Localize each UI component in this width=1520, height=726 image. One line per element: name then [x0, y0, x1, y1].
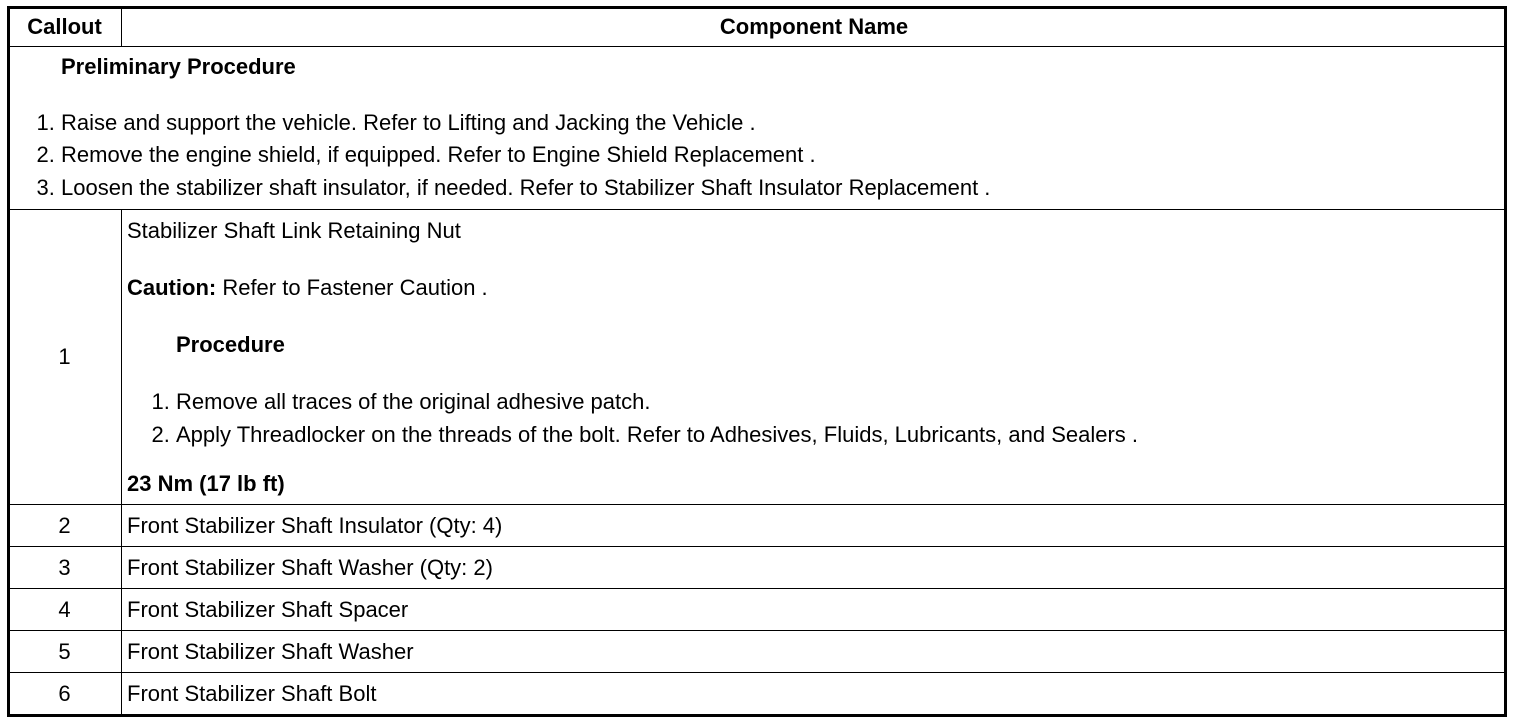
callout-header: Callout [8, 7, 122, 47]
component-name: Stabilizer Shaft Link Retaining Nut [127, 218, 461, 243]
caution-text: Refer to Fastener Caution . [216, 275, 488, 300]
procedure-title: Procedure [176, 332, 285, 357]
callout-cell: 3 [8, 547, 122, 589]
callout-cell: 5 [8, 631, 122, 673]
preliminary-title: Preliminary Procedure [61, 53, 296, 79]
component-cell: Front Stabilizer Shaft Washer (Qty: 2) [122, 547, 1507, 589]
procedure-step: 1. Remove all traces of the original adhesive patch. [176, 385, 1506, 418]
callout-cell: 4 [8, 589, 122, 631]
preliminary-step: 2. Remove the engine shield, if equipped. Refer to Engine Shield Replacement . [61, 139, 1506, 172]
component-cell: Front Stabilizer Shaft Insulator (Qty: 4) [122, 505, 1507, 547]
table-outer-border [7, 6, 1507, 717]
component-cell: Front Stabilizer Shaft Bolt [122, 673, 1507, 715]
component-cell: Front Stabilizer Shaft Spacer [122, 589, 1507, 631]
callout-cell: 6 [8, 673, 122, 715]
component-header: Component Name [122, 7, 1507, 47]
preliminary-step: 1. Raise and support the vehicle. Refer to Lifting and Jacking the Vehicle . [61, 107, 1506, 140]
preliminary-step: 3. Loosen the stabilizer shaft insulator, if needed. Refer to Stabilizer Shaft Insulator Replacement . [61, 172, 1506, 205]
callout-cell: 1 [8, 210, 122, 505]
torque-spec: 23 Nm (17 lb ft) [127, 471, 285, 496]
procedure-step: 2. Apply Threadlocker on the threads of the bolt. Refer to Adhesives, Fluids, Lubricants, and Sealers . [176, 418, 1506, 451]
callout-cell: 2 [8, 505, 122, 547]
caution-label: Caution: [127, 275, 217, 300]
component-cell: Front Stabilizer Shaft Washer [122, 631, 1507, 673]
